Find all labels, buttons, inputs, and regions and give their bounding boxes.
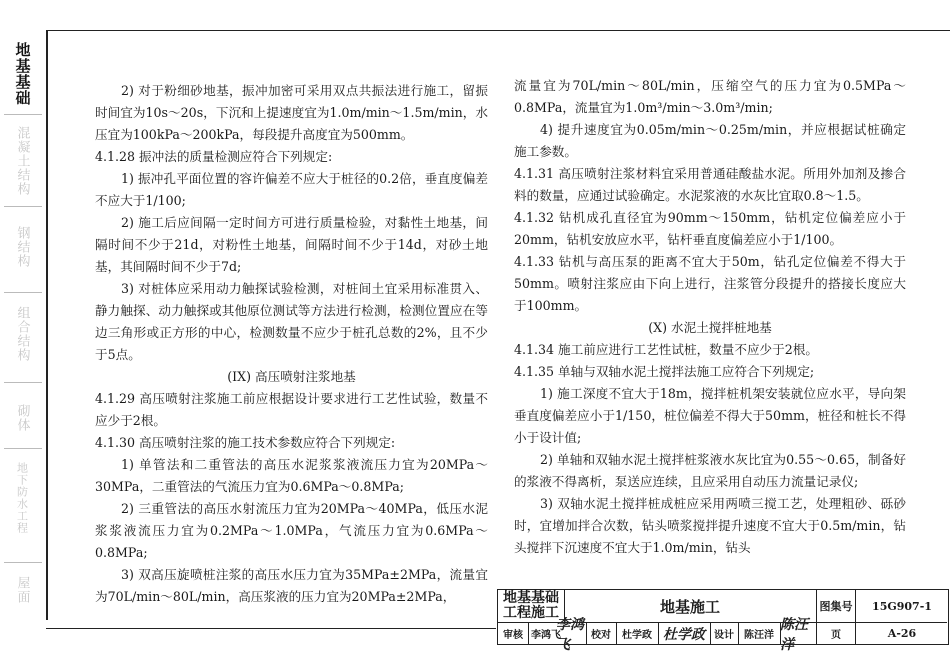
divider [4,562,42,563]
paragraph: 3) 双轴水泥土搅拌桩成桩应采用两喷三搅工艺，处理粗砂、砾砂时，宜增加拌合次数，钻头喷浆搅拌提升速度不宜大于0.5m/min，钻头搅拌下沉速度不宜大于1.0m/min，钻头 [514,496,906,555]
paragraph: 1) 施工深度不宜大于18m，搅拌桩机架安装就位应水平，导向架垂直度偏差应小于1/150，桩位偏差不得大于50mm，桩径和桩长不得小于设计值; [514,386,906,445]
paragraph: 2) 单轴和双轴水泥土搅拌桩浆液水灰比宜为0.55～0.65，制备好的浆液不得离析，泵送应连续，且应采用自动压力流量记录仪; [514,452,906,489]
divider [4,448,42,449]
paragraph: 2) 施工后应间隔一定时间方可进行质量检验，对黏性土地基，间隔时间不少于21d，对粉性土地基，间隔时间不少于14d，对砂土地基，其间隔时间不少于7d; [95,215,488,274]
top-border [46,30,950,31]
clause-heading: 4.1.34 施工前应进行工艺性试桩，数量不应少于2根。 [514,342,818,357]
right-column [514,75,906,559]
atlas-number: 15G907-1 [872,599,932,613]
checker-name: 杜学政 [622,630,652,641]
tab-concrete[interactable] [0,126,44,196]
clause-heading: 4.1.28 振冲法的质量检测应符合下列规定: [95,149,333,164]
tab-label: 地下防水工程 [15,462,29,534]
paragraph: 1) 单管法和二重管法的高压水泥浆浆液流压力宜为20MPa～30MPa，二重管法的气流压力宜为0.6MPa～0.8MPa; [95,457,488,494]
bottom-border [46,628,496,629]
reviewer-name: 李鸿飞 [531,630,561,641]
paragraph: 3) 双高压旋喷桩注浆的高压水压力宜为35MPa±2MPa，流量宜为70L/min～80L/min，高压浆液的压力宜为20MPa±2MPa， [95,567,488,604]
drawing-title: 地基施工 [659,597,720,616]
tab-foundation[interactable] [0,42,44,106]
check-label: 校对 [591,630,611,641]
paragraph: 1) 振冲孔平面位置的容许偏差不应大于桩径的0.2倍，垂直度偏差不应大于1/100; [95,171,488,208]
tab-label: 地基基础 [13,42,32,106]
clause-heading: 4.1.29 高压喷射注浆施工前应根据设计要求进行工艺性试验，数量不应少于2根。 [95,391,488,428]
tab-label: 混凝土结构 [14,126,30,196]
tab-roof[interactable] [0,576,44,604]
left-column [95,80,488,608]
tab-label: 钢结构 [14,226,30,268]
clause-heading: 4.1.32 钻机成孔直径宜为90mm～150mm，钻机定位偏差应小于20mm，钻机安放应水平，钻杆垂直度偏差应小于1/100。 [514,210,906,247]
reviewer-signature: 李鸿飞 [556,616,584,653]
clause-heading: 4.1.35 单轴与双轴水泥土搅拌法施工应符合下列规定; [514,364,815,379]
tab-label: 组合结构 [14,306,30,362]
paragraph: 2) 三重管法的高压水射流压力宜为20MPa～40MPa，低压水泥浆浆液流压力宜为0.2MPa～1.0MPa，气流压力宜为0.6MPa～0.8MPa; [95,501,488,560]
tab-composite[interactable] [0,306,44,362]
divider [4,292,42,293]
section-heading: (X) 水泥土搅拌桩地基 [648,320,772,335]
tab-label: 屋面 [14,576,30,604]
clause-heading: 4.1.30 高压喷射注浆的施工技术参数应符合下列规定: [95,435,396,450]
title-block [497,589,949,653]
page-label: 页 [831,630,841,641]
divider [4,382,42,383]
tab-steel[interactable] [0,226,44,268]
paragraph: 2) 对于粉细砂地基，振冲加密可采用双点共振法进行施工，留振时间宜为10s～20s，下沉和上提速度宜为1.0m/min～1.5m/min，水压宜为100kPa～200kPa，每段提升高度宜为500mm。 [95,83,488,142]
clause-heading: 4.1.33 钻机与高压泵的距离不宜大于50m，钻孔定位偏差不得大于50mm。喷射注浆应由下向上进行，注浆管分段提升的搭接长度应大于100mm。 [514,254,906,313]
tab-underground-waterproofing[interactable] [0,462,44,534]
divider [4,206,42,207]
paragraph: 3) 对桩体应采用动力触探试验检测，对桩间土宜采用标准贯入、静力触探、动力触探或其他原位测试等方法进行检测，检测位置应在等边三角形或正方形的中心，检测数量不应少于桩孔总数的2%，且不少于5点。 [95,281,488,362]
design-label: 设计 [714,630,734,641]
clause-heading: 4.1.31 高压喷射注浆材料宜采用普通硅酸盐水泥。所用外加剂及掺合料的数量，应通过试验确定。水泥浆液的水灰比宜取0.8～1.5。 [514,166,906,203]
page-number: A-26 [887,627,917,640]
divider [4,114,42,115]
paragraph: 流量宜为70L/min～80L/min，压缩空气的压力宜为0.5MPa～0.8MPa，流量宜为1.0m³/min～3.0m³/min; [514,78,906,115]
designer-name: 陈汪洋 [744,630,774,641]
sidebar [0,30,48,620]
category-label: 地基基础工程施工 [503,590,559,621]
section-heading: (IX) 高压喷射注浆地基 [227,369,356,384]
tab-label: 砌体 [14,404,30,432]
paragraph: 4) 提升速度宜为0.05m/min～0.25m/min，并应根据试桩确定施工参数。 [514,122,906,159]
review-label: 审核 [503,630,523,641]
checker-signature: 杜学政 [663,626,705,643]
designer-signature: 陈汪洋 [780,616,808,653]
atlas-number-label: 图集号 [819,600,853,613]
tab-masonry[interactable] [0,404,44,432]
